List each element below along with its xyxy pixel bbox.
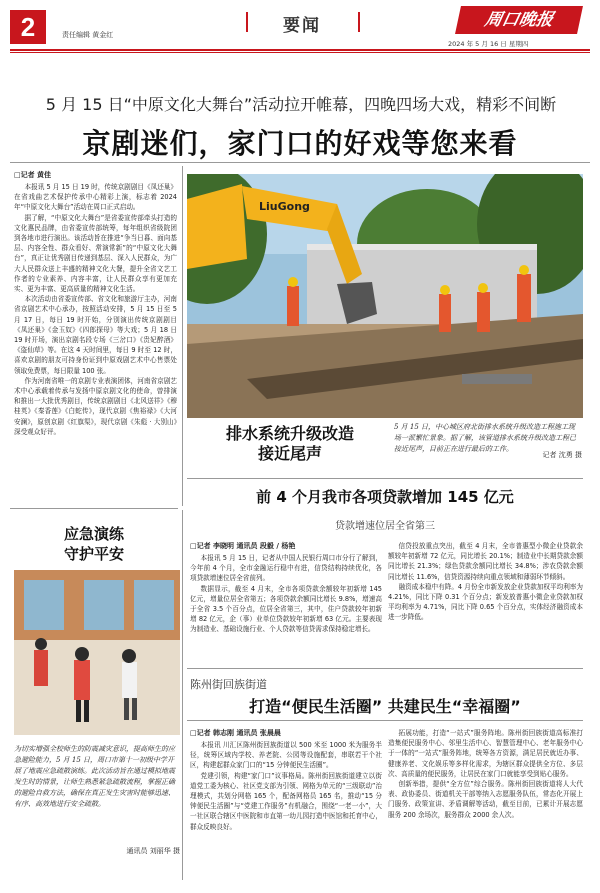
photo-caption: 5 月 15 日，中心城区府北街排水系统升级改造工程施工现场一派繁忙景象。据了解，该管道排水系统升级改造工程已接近尾声，目前正在进行最后的工作。 (394, 423, 576, 453)
photo-headline (190, 424, 390, 464)
lead-byline: □记者 黄佳 (14, 171, 52, 179)
loan-paragraph: 融资成本稳中有降。4 月份全市新发放企业贷款加权平均利率为 4.21%，同比下降 0.31 个百分点；新发放普惠小微企业贷款加权平均利率为 4.71%，同比下降 0.65 个百分点，实体经济融资成本进一步降低。 (388, 582, 583, 622)
loan-top-rule (187, 478, 583, 479)
community-paragraph: 创新举措，提供“全方位”综合服务。陈州街回族街道将人大代表、政协委员、街道机关干部等纳入志愿服务队伍，常态化开展上门服务、政策宣讲、矛盾调解等活动，截至目前，已累计开展志愿服务 200 余场次，服务群众 2000 余人次。 (388, 780, 583, 819)
masthead-rule-thin (10, 52, 590, 53)
community-body-right (388, 728, 583, 880)
community-kicker: 陈州街回族街道 (190, 678, 267, 691)
column-divider (182, 510, 183, 880)
community-headline: 打造“便民生活圈” 共建民生“幸福圈” (249, 697, 521, 716)
loan-headline: 前 4 个月我市各项贷款增加 145 亿元 (256, 488, 514, 506)
drill-headline-line1: 应急演练 (63, 525, 124, 543)
construction-photo (187, 174, 583, 418)
issue-date: 2024 年 5 月 16 日 星期四 (448, 40, 529, 48)
section-title: 要闻 (283, 16, 321, 36)
drill-credit: 通讯员 刘丽华 摄 (126, 847, 180, 855)
lead-body (14, 182, 177, 500)
school-drill-scene (14, 570, 180, 735)
headline-rule (10, 162, 590, 163)
construction-scene (187, 174, 583, 418)
loan-body-left (190, 553, 382, 661)
loan-body-right (388, 541, 583, 661)
community-body-left (190, 740, 382, 880)
loan-paragraph: 信贷投放重点突出，截至 4 月末，全市普惠型小微企业贷款余额较年初新增 72 亿元，同比增长 20.1%；制造业中长期贷款余额同比增长 21.3%；绿色贷款余额同比增长 34.8%；涉农贷款余额同比增长 11.6%，信贷资源持续向重点领域和薄弱环节倾斜。 (388, 542, 583, 581)
loan-byline: □记者 李晓明 通讯员 段毅 / 杨艳 (190, 542, 296, 550)
photo-credit: 记者 沈勇 摄 (542, 451, 582, 459)
photo-headline-line1: 排水系统升级改造 (225, 424, 354, 443)
loan-paragraph: 数据显示，截至 4 月末，全市各项贷款余额较年初新增 145 亿元，增量位居全省第五；各项贷款余额同比增长 9.8%，增速高于全省 3.5 个百分点，位居全省第三，其中，住户贷款较年初新增 82 亿元，企（事）业单位贷款较年初新增 63 亿元。主要表现为制造业、基础设施行业、个人贷款等信贷需求保持稳定增长。 (190, 584, 382, 634)
community-paragraph: 本报讯 川汇区陈州街回族街道以 500 米至 1000 米为服务半径，统筹区域内学校、养老院、公园等设施配套，串联若干个社区，构建起群众家门口的“15 分钟便民生活圈”。 (190, 741, 382, 770)
lead-paragraph: 作为河南省唯一的京剧专业表演团体，河南省京剧艺术中心承载着传承与发扬中原京剧文化的使命，曾排演和推出一大批优秀剧目，传统京剧剧目《北风送祥》《穆桂英》《秦香莲》《白蛇传》，现代京剧《焦裕禄》《大河安澜》，原创京剧《红旗渠》，现代京剧《朱彪 · 大别山》深受观众好评。 (14, 376, 177, 436)
drill-headline (14, 524, 174, 564)
editor-credits: 责任编辑 黄金红 (62, 31, 114, 39)
community-top-rule (187, 668, 583, 669)
loan-paragraph: 本报讯 5 月 15 日，记者从中国人民银行周口市分行了解到，今年前 4 个月，全市金融运行稳中有进，信贷结构持续优化，各项贷款增速位居全省前列。 (190, 554, 382, 583)
drill-photo (14, 570, 180, 735)
masthead-rule (10, 49, 590, 51)
drill-top-rule (10, 508, 178, 509)
community-paragraph: 党建引领，构建“家门口”议事格局。陈州街回族街道建立以街道党工委为核心、社区党支部为引领、网格为单元的“三级联动”治理模式，共划分网格 165 个，配备网格员 165 名，推动“15 分钟便民生活圈”与“党建工作服务”有机融合，围绕“一老一小”，大一社区联合辖区中医院和市直第一幼儿园打造中医馆和托育中心，群众反映良好。 (190, 771, 382, 831)
machine-brand-label: LiuGong (259, 200, 310, 213)
lead-kicker: 5 月 15 日“中原文化大舞台”活动拉开帷幕，四晚四场大戏，精彩不间断 (45, 95, 557, 114)
lead-paragraph: 据了解，“中原文化大舞台”是省委宣传部牵头打造的文化惠民品牌，由省委宣传部统筹，每年组织省级院团到各地市进行演出。该活动旨在推进“争当日暮、面向基层、内容全性、群众看好、常演常新”的“中原文化大舞台”，真正让优秀剧目传递到基层、深入人民群众，为广大人民群众送上丰盛的精神文化大餐，提升全省文艺工作者的专业素养、内容丰富，让人民群众享有更加充实、更为丰富、更高质量的精神文化生活。 (14, 213, 177, 294)
community-byline: □记者 韩志刚 通讯员 张晨晨 (190, 729, 281, 737)
lead-paragraph: 本报讯 5 月 15 日 19 时，传统京剧剧目《凤还巢》在省戏曲艺术保护传承中心精彩上演，标志着 2024 年“中原文化大舞台”活动在周口正式启动。 (14, 183, 177, 212)
newspaper-logo: 周口晚报 (455, 6, 583, 34)
drill-headline-line2: 守护平安 (63, 545, 124, 563)
lead-paragraph: 本次活动由省委宣传部、省文化和旅游厅主办，河南省京剧艺术中心承办，按照活动安排，5 月 15 日至 5 月 17 日，每日 19 时开始，分别演出传统京剧剧目《凤还巢》《金玉奴》《四郎探母》等大戏；5 月 18 日 19 时开场，演出京剧名段专场《三岔口》《贵妃醉酒》《盗仙草》等。在这 4 天时间里，每日 9 时至 12 时，喜欢京剧的朋友可持身份证到中原戏剧艺术中心售票处领取免费票，每日限量 100 张。 (14, 295, 177, 375)
photo-headline-line2: 接近尾声 (257, 444, 322, 463)
community-headline-rule (187, 720, 583, 721)
community-paragraph: 拓展功能，打造“一站式”服务阵地。陈州街回族街道高标准打造集便民服务中心、邻里生活中心、智慧管理中心、老年服务中心于一体的“一站式”服务阵地，统筹各方资源，满足居民就近办事、健康养老、文化娱乐等多样化需求，为辖区群众提供全方位、多层次、高质量的便民服务，让居民在家门口就能享受到贴心服务。 (388, 729, 583, 778)
page-number: 2 (10, 10, 46, 44)
column-divider (182, 166, 183, 506)
loan-kicker: 贷款增速位居全省第三 (335, 521, 435, 532)
lead-headline: 京剧迷们，家门口的好戏等您来看 (82, 127, 518, 160)
drill-caption: 为切实增强全校师生的防震减灾意识，提高师生的应急避险能力，5 月 15 日，周口市第十一初级中学开展了地震应急疏散演练。此次活动旨在通过模拟地震发生时的情景，让师生熟悉紧急疏散流程，掌握正确的避险自救方法，确保在真正发生灾害时能够迅速、有序、高效地进行安全疏散。 (14, 745, 175, 808)
